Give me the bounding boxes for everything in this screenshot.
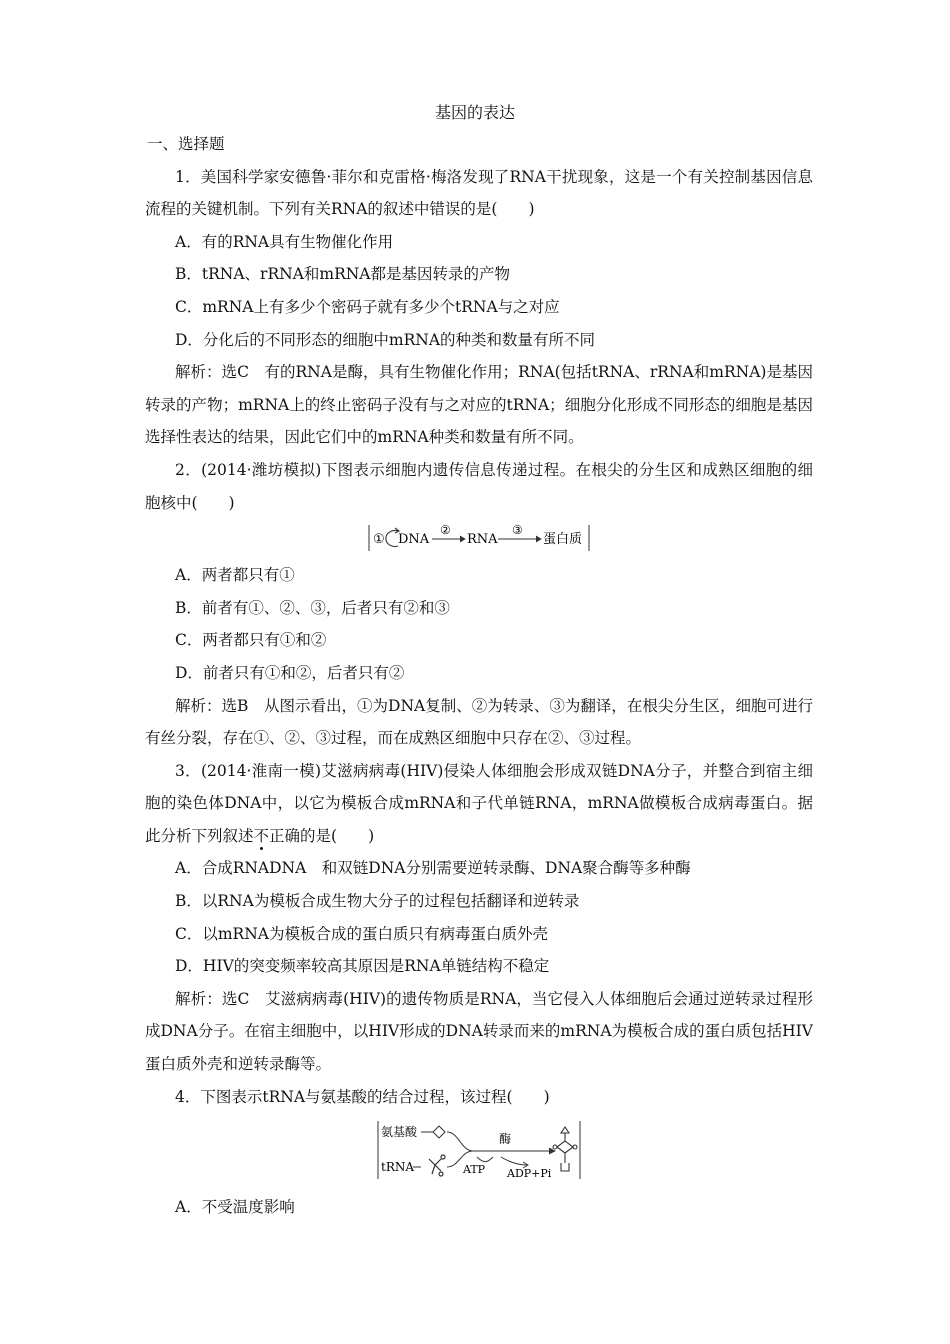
atp-label: ATP xyxy=(463,1163,486,1177)
trna-amino-acid-figure xyxy=(145,1117,813,1185)
question-4-stem: 4．下图表示tRNA与氨基酸的结合过程，该过程( ) xyxy=(175,1087,550,1106)
section-heading: 一、选择题 xyxy=(147,135,225,153)
amino-acid-label: 氨基酸 xyxy=(381,1125,418,1140)
rna-label: RNA xyxy=(467,532,498,548)
translation-arrowhead xyxy=(536,536,541,542)
document-body xyxy=(145,128,813,1224)
question-1-option-a: A．有的RNA具有生物催化作用 xyxy=(175,232,394,251)
process-3-label: ③ xyxy=(512,523,523,538)
question-1-option-c: C．mRNA上有多少个密码子就有多少个tRNA与之对应 xyxy=(175,297,560,316)
question-3-option-a: A．合成RNADNA 和双链DNA分别需要逆转录酶、DNA聚合酶等多种酶 xyxy=(175,859,691,878)
trna-label: tRNA xyxy=(381,1160,415,1175)
question-2-option-a: A．两者都只有① xyxy=(175,566,295,585)
adp-pi-label: ADP+Pi xyxy=(507,1167,552,1181)
question-1-stem: 1．美国科学家安德鲁·菲尔和克雷格·梅洛发现了RNA干扰现象，这是一个有关控制基因信息流程的关键机制。下列有关RNA的叙述中错误的是( ) xyxy=(145,167,813,219)
question-2-option-b: B．前者有①、②、③，后者只有②和③ xyxy=(175,598,450,617)
question-3-stem-part-1: 3．(2014·淮南一模)艾滋病病毒(HIV)侵染人体细胞会形成双链DNA分子，并整合到宿主细胞的染色体DNA中，以它为模板合成mRNA和子代单链RNA，mRNA做模板合成病毒蛋白。据此分析下列叙述 xyxy=(145,761,813,845)
question-3-stem xyxy=(145,755,813,853)
adp-curve xyxy=(501,1157,527,1165)
merge-line-top xyxy=(447,1132,473,1151)
question-2-stem: 2．(2014·潍坊模拟)下图表示细胞内遗传信息传递过程。在根尖的分生区和成熟区细胞的细胞核中( ) xyxy=(145,460,813,512)
amino-acid-diamond-icon xyxy=(433,1126,445,1138)
gene-expression-flow-figure xyxy=(145,523,813,553)
charged-trna-icon xyxy=(553,1127,577,1171)
question-2-analysis: 解析：选B 从图示看出，①为DNA复制、②为转录、③为翻译，在根尖分生区，细胞可进行有丝分裂，存在①、②、③过程，而在成熟区细胞中只存在②、③过程。 xyxy=(145,696,813,748)
question-3-option-b: B．以RNA为模板合成生物大分子的过程包括翻译和逆转录 xyxy=(175,892,580,911)
question-3-stem-part-2: 正确的是( ) xyxy=(269,826,375,845)
question-1-option-b: B．tRNA、rRNA和mRNA都是基因转录的产物 xyxy=(175,265,511,284)
question-4-option-a: A．不受温度影响 xyxy=(175,1198,295,1217)
atp-curve xyxy=(477,1157,493,1162)
enzyme-label: 酶 xyxy=(499,1132,512,1147)
question-2-option-d: D．前者只有①和②，后者只有② xyxy=(175,663,405,682)
page-title: 基因的表达 xyxy=(434,103,515,122)
process-1-label: ① xyxy=(373,532,385,548)
process-2-label: ② xyxy=(440,523,451,538)
protein-label: 蛋白质 xyxy=(543,532,583,548)
question-1-analysis: 解析：选C 有的RNA是酶，具有生物催化作用；RNA(包括tRNA、rRNA和mRNA)是基因转录的产物；mRNA上的终止密码子没有与之对应的tRNA；细胞分化形成不同形态的细胞是基因选择性表达的结果，因此它们中的mRNA种类和数量有所不同。 xyxy=(145,363,813,447)
transcription-arrowhead xyxy=(460,536,465,542)
trna-binding-diagram xyxy=(377,1119,581,1181)
flow-diagram xyxy=(368,523,590,553)
question-1-option-d: D．分化后的不同形态的细胞中mRNA的种类和数量有所不同 xyxy=(175,330,596,349)
question-3-analysis: 解析：选C 艾滋病病毒(HIV)的遗传物质是RNA，当它侵入人体细胞后会通过逆转录过程形成DNA分子。在宿主细胞中，以HIV形成的DNA转录而来的mRNA为模板合成的蛋白质包括HIV蛋白质外壳和逆转录酶等。 xyxy=(145,989,813,1074)
question-3-option-d: D．HIV的突变频率较高其原因是RNA单链结构不稳定 xyxy=(175,957,550,976)
dna-label: DNA xyxy=(398,532,430,548)
question-3-option-c: C．以mRNA为模板合成的蛋白质只有病毒蛋白质外壳 xyxy=(175,924,548,943)
question-2-option-c: C．两者都只有①和② xyxy=(175,631,327,650)
emphasis-not: 不 xyxy=(253,826,270,845)
trna-cloverleaf-icon xyxy=(429,1155,445,1176)
